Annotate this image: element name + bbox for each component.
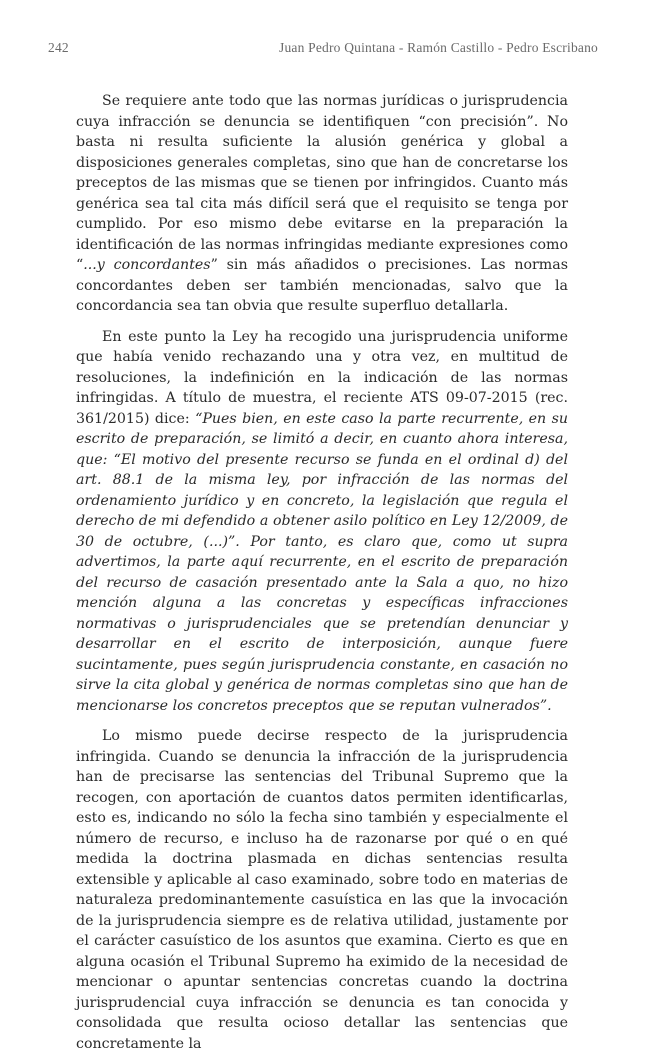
paragraph-1-text-a: Se requiere ante todo que las normas jurídicas o jurisprudencia cuya infracción se denuncia se identifiquen “con precisión”. No basta ni resulta suficiente la alusión genérica y global a disposiciones generales completas, sino que han de concretarse los preceptos de las mismas que se tienen por infringidos. Cuanto más genérica sea tal cita más difícil será que el requisito se tenga por cumplido. Por eso mismo debe evitarse en la preparación la identificación de las normas infringidas mediante expresiones como “ <box>76 93 568 273</box>
paragraph-2 <box>76 327 568 717</box>
paragraph-3 <box>76 726 568 1054</box>
paragraph-1-italic: ...y concordantes <box>83 257 211 273</box>
body-text <box>76 91 568 1064</box>
running-title: Juan Pedro Quintana - Ramón Castillo - Pedro Escribano <box>279 40 598 55</box>
paragraph-1-text-b: ” sin más añadidos o precisiones. Las normas concordantes deben ser también mencionadas, salvo que la concordancia sea tan obvia que resulte superfluo detallarla. <box>76 257 568 314</box>
paragraph-2-quote: “Pues bien, en este caso la parte recurrente, en su escrito de preparación, se limitó a decir, en cuanto ahora interesa, que: “El motivo del presente recurso se funda en el ordinal d) del art. 88.1 de la misma ley, por infracción de las normas del ordenamiento jurídico y en concreto, la legislación que regula el derecho de mi defendido a obtener asilo político en Ley 12/2009, de 30 de octubre, (...)”. Por tanto, es claro que, como ut supra advertimos, la parte aquí recurrente, en el escrito de preparación del recurso de casación presentado ante la Sala a quo, no hizo mención alguna a las concretas y específicas infracciones normativas o jurisprudenciales que se pretendían denunciar y desarrollar en el escrito de interposición, aunque fuere sucintamente, pues según jurisprudencia constante, en casación no sirve la cita global y genérica de normas completas sino que han de mencionarse los concretos preceptos que se reputan vulnerados”. <box>76 410 569 714</box>
page-number: 242 <box>48 40 69 55</box>
page-header <box>48 40 598 60</box>
paragraph-1 <box>76 91 568 317</box>
paragraph-2-text-a: En este punto la Ley ha recogido una jurisprudencia uniforme que había venido rechazando una y otra vez, en multitud de resoluciones, la indefinición en la indicación de las normas infringidas. A título de muestra, el reciente ATS 09-07-2015 (rec. 361/2015) dice: <box>76 328 568 427</box>
paragraph-3-text: Lo mismo puede decirse respecto de la jurisprudencia infringida. Cuando se denuncia la infracción de la jurisprudencia han de precisarse las sentencias del Tribunal Supremo que la recogen, con aportación de cuantos datos permiten identificarlas, esto es, indicando no sólo la fecha sino también y especialmente el número de recurso, e incluso ha de razonarse por qué o en qué medida la doctrina plasmada en dichas sentencias resulta extensible y aplicable al caso examinado, sobre todo en materias de naturaleza predominantemente casuística en las que la invocación de la jurisprudencia siempre es de relativa utilidad, justamente por el carácter casuístico de los asuntos que examina. Cierto es que en alguna ocasión el Tribunal Supremo ha eximido de la necesidad de mencionar o apuntar sentencias concretas cuando la doctrina jurisprudencial cuya infracción se denuncia es tan conocida y consolidada que resulta ocioso detallar las sentencias que concretamente la <box>76 728 568 1052</box>
